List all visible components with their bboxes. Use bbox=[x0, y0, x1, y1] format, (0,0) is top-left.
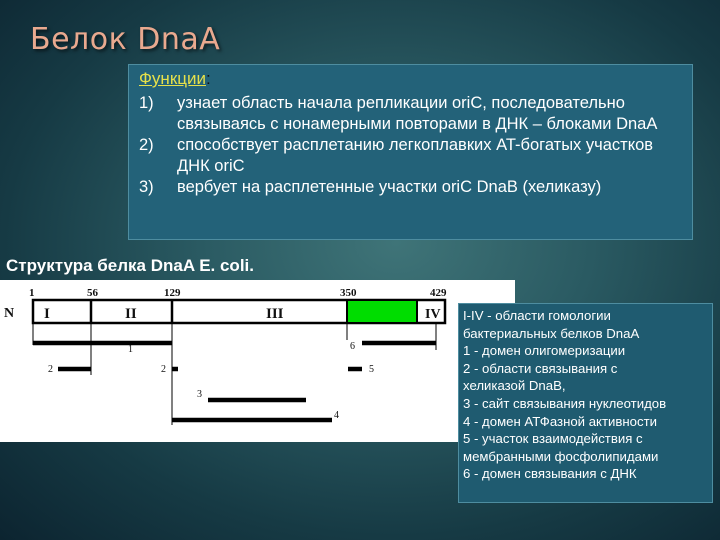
segment-label: 2 bbox=[161, 364, 166, 375]
function-item bbox=[139, 177, 686, 198]
legend-line: 1 - домен олигомеризации bbox=[463, 343, 626, 359]
function-text: вербует на расплетенные участки oriC DnaB (хеликазу) bbox=[177, 178, 602, 196]
domain-label: III bbox=[266, 306, 284, 322]
segment-label: 1 bbox=[128, 344, 133, 355]
structure-title: Структура белка DnaA E. coli. bbox=[6, 256, 254, 275]
legend-line: 4 - домен АТФазной активности bbox=[463, 413, 657, 429]
segment-label: 4 bbox=[334, 410, 339, 421]
position-label: 56 bbox=[87, 287, 98, 299]
legend-line: мембранными фосфолипидами bbox=[463, 448, 659, 464]
legend-line: бактериальных белков DnaA bbox=[463, 325, 640, 341]
position-label: 429 bbox=[430, 287, 447, 299]
domain-label: II bbox=[125, 306, 137, 322]
legend-box bbox=[458, 303, 713, 503]
segment-label: 6 bbox=[350, 341, 355, 352]
slide-title: Белок DnaA bbox=[30, 22, 221, 57]
functions-heading-word: Функции bbox=[139, 69, 206, 88]
function-text: узнает область начала репликации oriC, последовательно связываясь с нонамерными повторами в ДНК – блоками DnaA bbox=[177, 94, 658, 133]
legend-line: хеликазой DnaB, bbox=[463, 378, 566, 394]
domain-label: IV bbox=[425, 307, 441, 322]
functions-heading bbox=[139, 69, 211, 89]
segment-label: 3 bbox=[197, 389, 202, 400]
position-label: 1 bbox=[29, 287, 35, 299]
position-label: 350 bbox=[340, 287, 357, 299]
functions-box bbox=[128, 64, 693, 240]
segment-label: 5 bbox=[369, 364, 374, 375]
segment-label: 2 bbox=[48, 364, 53, 375]
function-item bbox=[139, 93, 686, 135]
function-number: 1) bbox=[139, 94, 154, 112]
function-item bbox=[139, 135, 686, 177]
legend-line: 5 - участок взаимодействия с bbox=[463, 431, 643, 447]
legend-line: 2 - области связывания с bbox=[463, 360, 618, 376]
domain-diagram bbox=[0, 280, 515, 442]
n-terminus-label: N bbox=[4, 306, 15, 321]
functions-list bbox=[139, 93, 686, 198]
function-number: 3) bbox=[139, 178, 154, 196]
legend-line: 3 - сайт связывания нуклеотидов bbox=[463, 395, 667, 411]
legend-line: 6 - домен связывания с ДНК bbox=[463, 466, 637, 482]
domain-highlight bbox=[347, 300, 417, 323]
position-label: 129 bbox=[164, 287, 181, 299]
domain-label: I bbox=[44, 306, 50, 322]
legend-line: I-IV - области гомологии bbox=[463, 308, 611, 323]
function-number: 2) bbox=[139, 136, 154, 154]
functions-heading-colon: : bbox=[205, 69, 211, 88]
function-text: способствует расплетанию легкоплавких AT-богатых участков ДНК oriC bbox=[177, 136, 654, 175]
